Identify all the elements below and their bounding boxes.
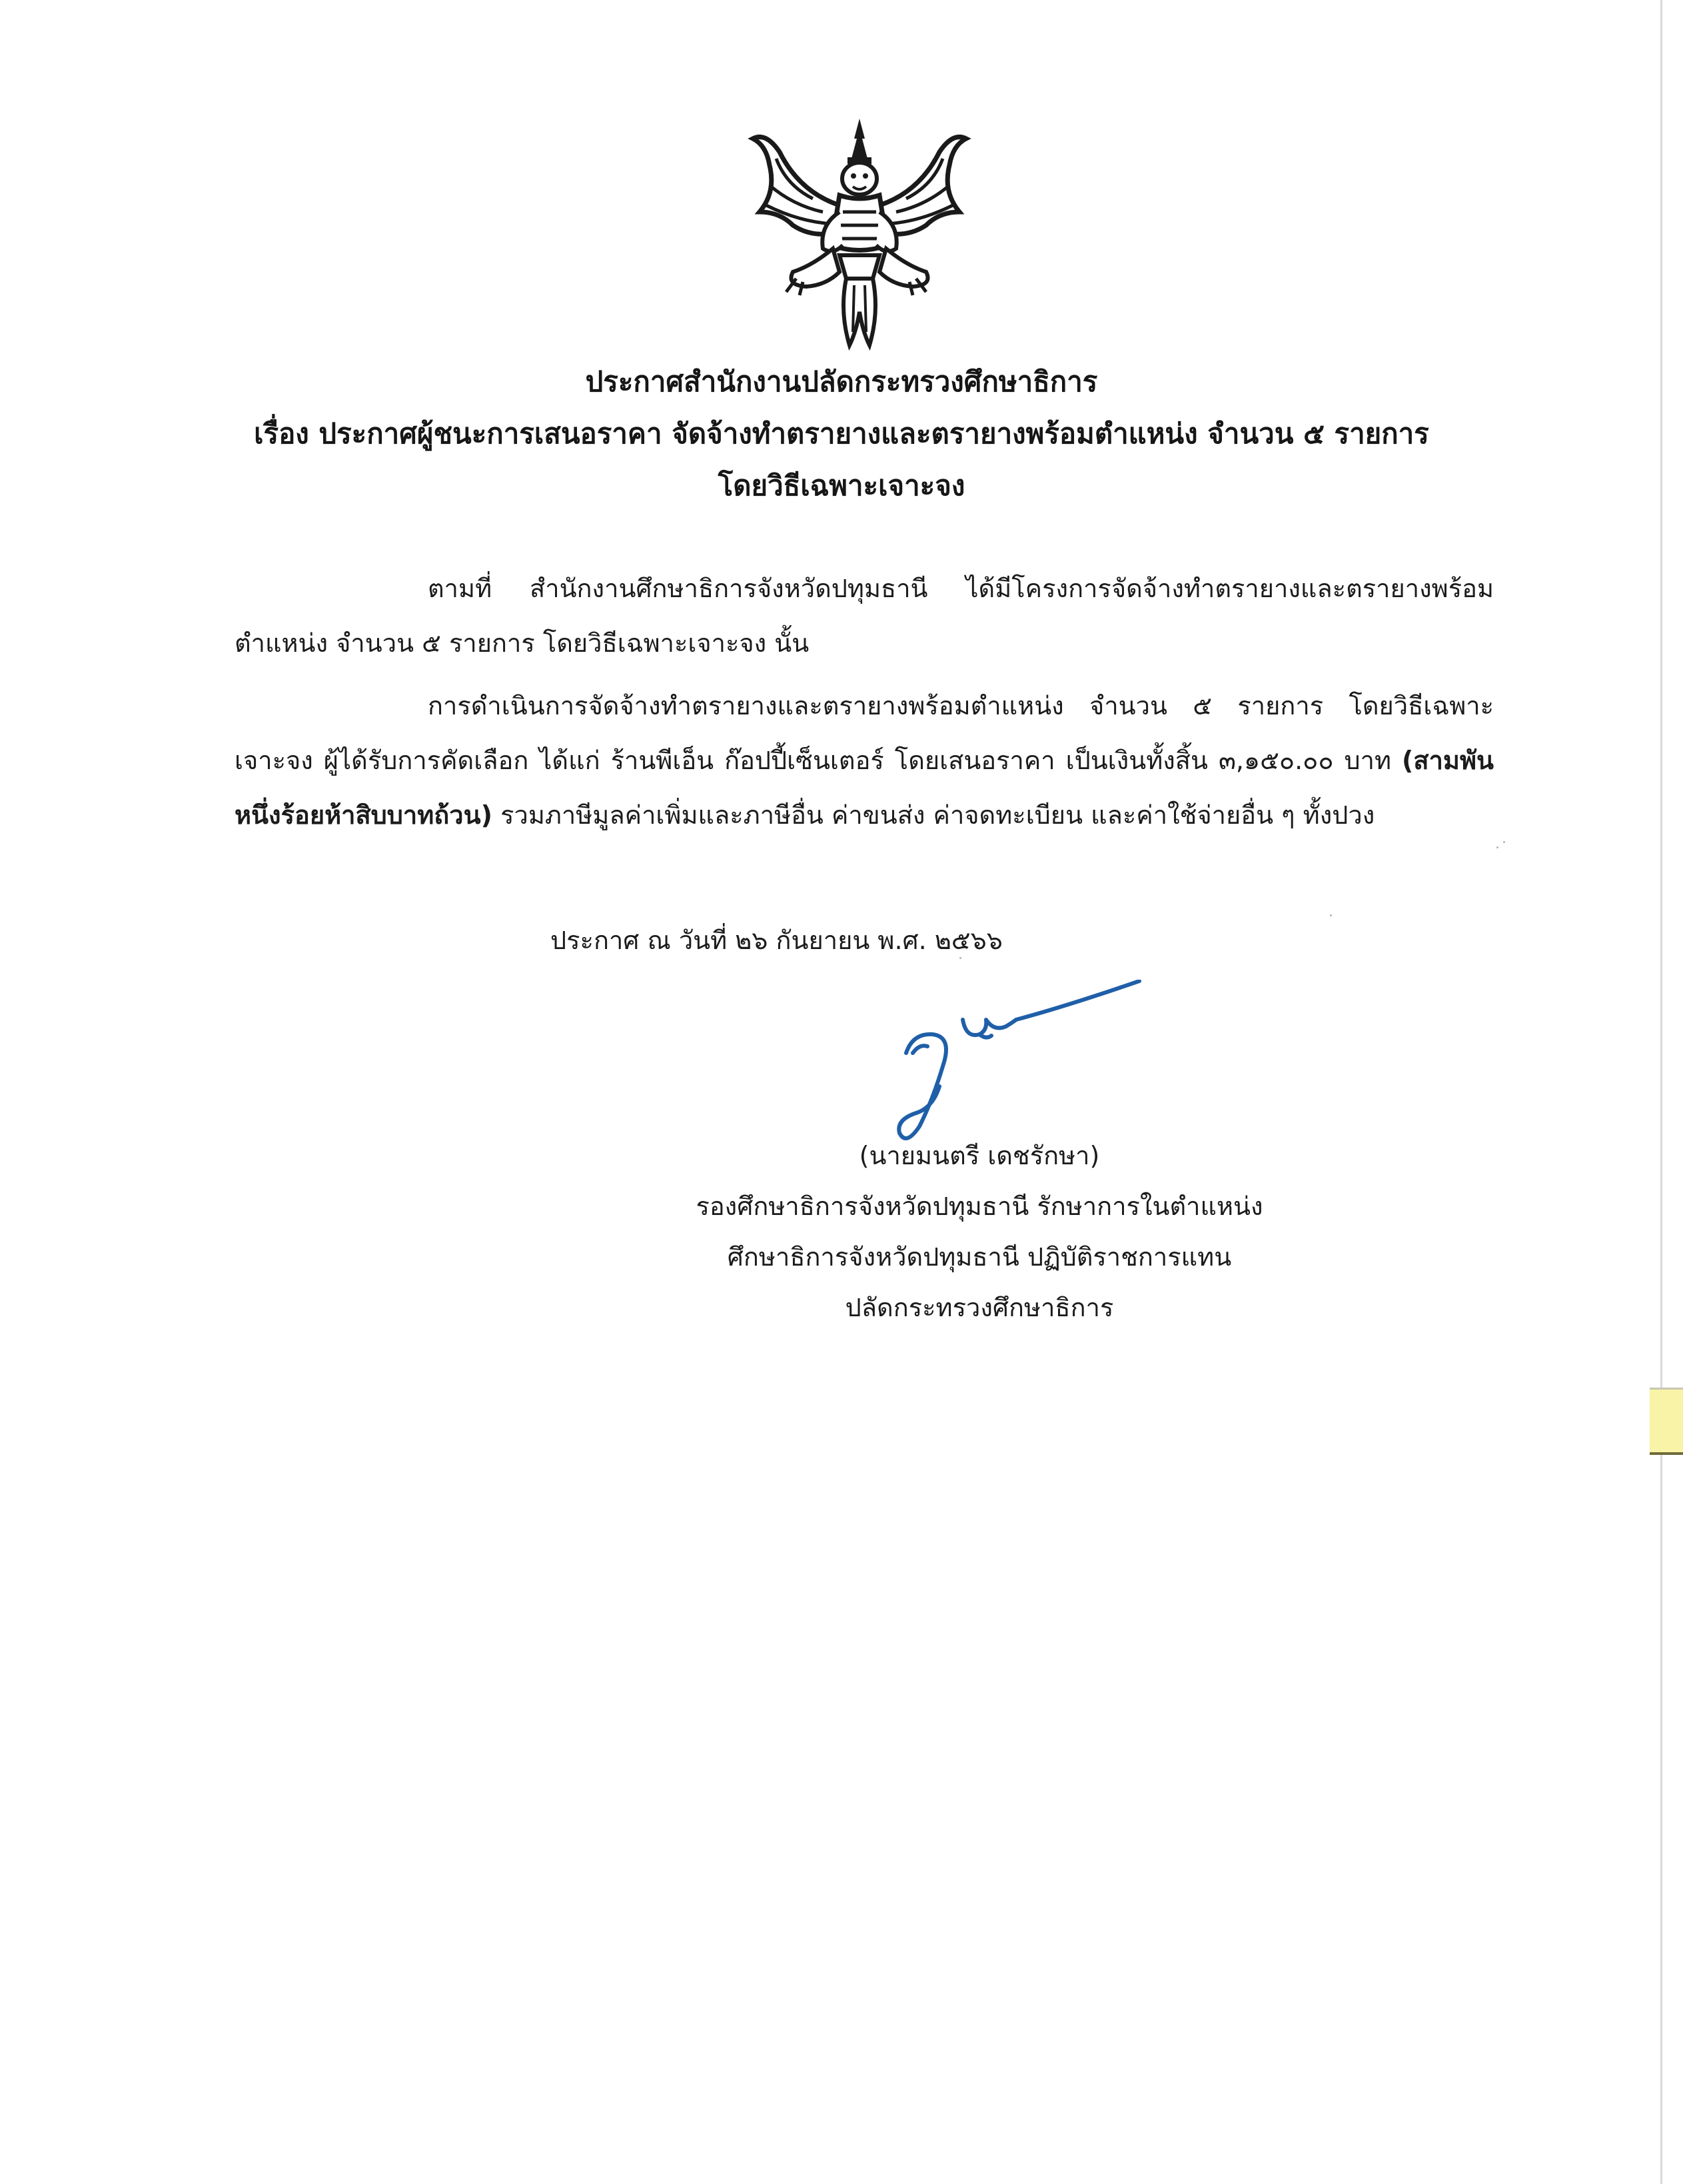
announcement-subject: เรื่อง ประกาศผู้ชนะการเสนอราคา จัดจ้างทำตรายางและตรายางพร้อมตำแหน่ง จำนวน ๕ รายการ: [254, 417, 1429, 450]
signatory-position-line3: ปลัดกระทรวงศึกษาธิการ: [845, 1293, 1114, 1322]
scan-dust: [1496, 846, 1498, 848]
garuda-emblem-icon: [740, 112, 979, 359]
announcement-title: ประกาศสำนักงานปลัดกระทรวงศึกษาธิการ: [585, 365, 1098, 398]
scan-dust: [1503, 841, 1505, 843]
announcement-method: โดยวิธีเฉพาะเจาะจง: [718, 469, 965, 502]
paragraph-intro: [235, 561, 1494, 670]
paragraph-result-text-end: รวมภาษีมูลค่าเพิ่มและภาษีอื่น ค่าขนส่ง ค่าจดทะเบียน และค่าใช้จ่ายอื่น ๆ ทั้งปวง: [500, 800, 1375, 830]
paragraph-intro-text: ตามที่ สำนักงานศึกษาธิการจังหวัดปทุมธานี ได้มีโครงการจัดจ้างทำตรายางและตรายางพร้อมตำแหน่ง จำนวน ๕ รายการ โดยวิธีเฉพาะเจาะจง นั้น: [235, 574, 1494, 658]
signatory-name: (นายมนตรี เดชรักษา): [859, 1141, 1100, 1170]
sticky-note-tab: [1650, 1388, 1683, 1455]
announcement-date: ประกาศ ณ วันที่ ๒๖ กันยายน พ.ศ. ๒๕๖๖: [550, 926, 1003, 955]
scan-dust: [1330, 914, 1332, 916]
amount-in-words: (สามพันหนึ่งร้อยห้าสิบบาทถ้วน): [235, 746, 1494, 830]
paragraph-result: [235, 678, 1494, 842]
scan-edge-line: [1660, 0, 1662, 2184]
signatory-position-line1: รองศึกษาธิการจังหวัดปทุมธานี รักษาการในตำแหน่ง: [696, 1192, 1263, 1221]
paragraph-result-text: การดำเนินการจัดจ้างทำตรายางและตรายางพร้อมตำแหน่ง จำนวน ๕ รายการ โดยวิธีเฉพาะเจาะจง ผู้ได้รับการคัดเลือก ได้แก่ ร้านพีเอ็น ก๊อปปี้เซ็นเตอร์ โดยเสนอราคา เป็นเงินทั้งสิ้น ๓,๑๕๐.๐๐ บาท: [235, 691, 1494, 775]
signatory-position-line2: ศึกษาธิการจังหวัดปทุมธานี ปฏิบัติราชการแทน: [727, 1242, 1232, 1272]
signatory-block: [600, 1130, 1359, 1333]
handwritten-signature-icon: [879, 980, 1159, 1153]
